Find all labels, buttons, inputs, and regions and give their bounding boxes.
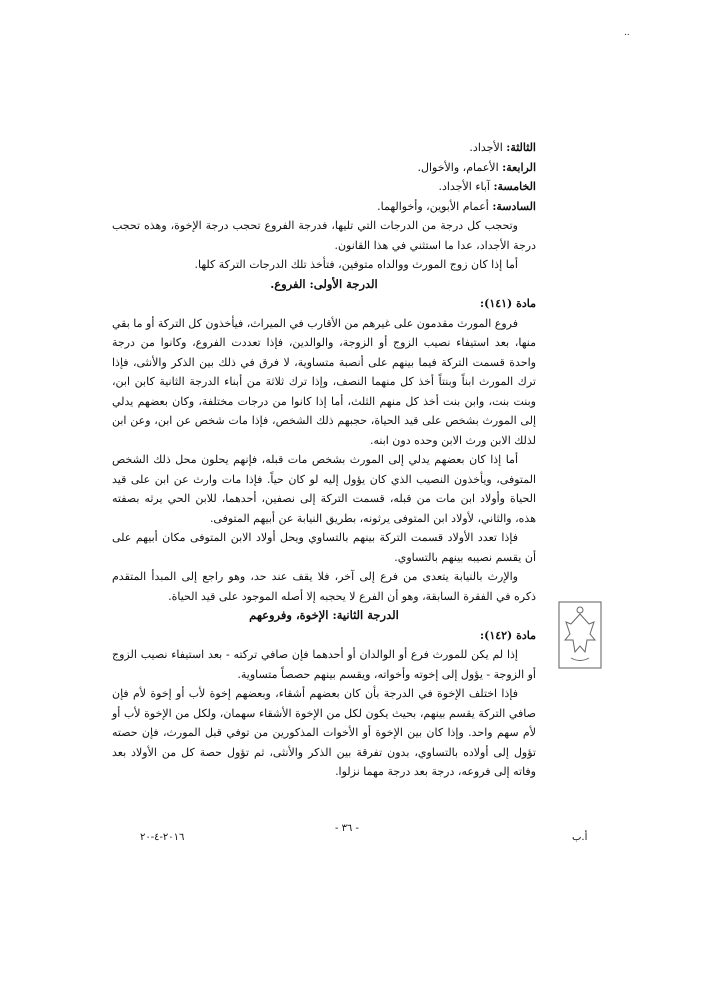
article-141-paragraph: أما إذا كان بعضهم يدلي إلى المورث بشخص مات قبله، فإنهم يحلون محل ذلك الشخص المتوفى، ويأخذون النصيب الذي كان يؤول إليه لو كان حياً. فإذا مات وارث عن ابن على قيد الحياة وأولاد ابن مات من قبله، قسمت التركة إلى نصفين، أحدهما، للابن الحي يرثه بصفته هذه، والثاني، لأولاد ابن المتوفى يرثونه، بطريق النيابة عن أبيهم المتوفى. — [112, 453, 536, 525]
footer-initials: أ.ب — [572, 832, 588, 843]
article-heading-142: مادة (١٤٢): — [480, 628, 536, 642]
intro-paragraph: وتحجب كل درجة من الدرجات التي تليها، فدرجة الفروع تحجب درجة الإخوة، وهذه تحجب درجة الأجداد، عدا ما استثني في هذا القانون. — [112, 219, 536, 252]
term-label: الرابعة: — [502, 160, 536, 174]
emblem-seal-icon — [557, 600, 603, 670]
article-142-paragraph: فإذا اختلف الإخوة في الدرجة بأن كان بعضهم أشقاء، وبعضهم إخوة لأب أو إخوة لأم فإن صافي التركة يقسم بينهم، بحيث يكون لكل من الإخوة الأشقاء سهمان، ولكل من الإخوة لأب أو لأم سهم واحد. وإذا كان بين الإخوة أو الأخوات المذكورين من توفي قبل المورث، فإن حصته تؤول إلى أولاده بالتساوي، بدون تفرقة بين الذكر والأنثى، ثم تؤول حصة كل من الأولاد بعد وفاته إلى فروعه، درجة بعد درجة مهما نزلوا. — [112, 687, 536, 778]
intro-paragraph: أما إذا كان زوج المورث ووالداه متوفين، فتأخذ تلك الدرجات التركة كلها. — [194, 258, 518, 271]
term-text: آباء الأجداد. — [438, 180, 494, 193]
term-label: الخامسة: — [493, 180, 536, 193]
term-line — [112, 158, 536, 178]
article-141-paragraph: فروع المورث مقدمون على غيرهم من الأقارب في الميراث، فيأخذون كل التركة أو ما بقي منها، بعد استيفاء نصيب الزوج أو الزوجة، والوالدين، فإذا تعددت الفروع، وكانوا من درجة واحدة قسمت التركة فيما بينهم على أنصبة متساوية، لا فرق في ذلك بين الذكر والأنثى، فإذا ترك المورث ابناً وبنتاً أخذ كل منهما النصف، وإذا ترك ثلاثة من أبناء الدرجة الثانية كابن ابن، وبنت بنت، وابن بنت أخذ كل منهم الثلث، أما إذا كانوا من درجات مختلفة، وكان بعضهم يدلي إلى المورث بشخص على قيد الحياة، حجبهم ذلك الشخص، فإذا مات شخص عن ابن، وعن ابن لذلك الابن ورث الابن وحده دون ابنه. — [111, 316, 536, 447]
term-line — [112, 138, 536, 158]
term-line — [112, 177, 536, 197]
document-body — [112, 138, 536, 782]
term-line — [112, 197, 536, 217]
term-label: الثالثة: — [506, 141, 536, 154]
page-number: - ٣٦ - — [335, 823, 359, 834]
article-heading-141: مادة (١٤١): — [480, 297, 536, 310]
article-142-paragraph: إذا لم يكن للمورث فرع أو الوالدان أو أحدهما فإن صافي تركته - بعد استيفاء نصيب الزوج أو الزوجة - يؤول إلى إخوته وأخواته، ويقسم بينهم حصصاً متساوية. — [112, 648, 536, 681]
footer-date: ٢٠١٦-٤-٢٠ — [140, 832, 185, 843]
corner-mark: .. — [624, 28, 630, 38]
section-title-branches: الدرجة الأولى: الفروع. — [270, 276, 378, 291]
term-text: الأجداد. — [469, 141, 507, 154]
article-141-paragraph: فإذا تعدد الأولاد قسمت التركة بينهم بالتساوي ويحل أولاد الابن المتوفى مكان أبيهم على أن يقسم نصيبه بينهم بالتساوي. — [112, 531, 536, 564]
term-text: أعمام الأبوين، وأخوالهما. — [377, 199, 493, 213]
term-label: السادسة: — [492, 199, 536, 213]
article-141-paragraph: والإرث بالنيابة يتعدى من فرع إلى آخر، فلا يقف عند حد، وهو راجع إلى المبدأ المتقدم ذكره في الفقرة السابقة، وهو أن الفرع لا يحجبه إلا أصله الموجود على قيد الحياة. — [112, 570, 536, 603]
section-title-siblings: الدرجة الثانية: الإخوة، وفروعهم — [249, 608, 399, 622]
term-text: الأعمام، والأخوال. — [417, 160, 503, 174]
